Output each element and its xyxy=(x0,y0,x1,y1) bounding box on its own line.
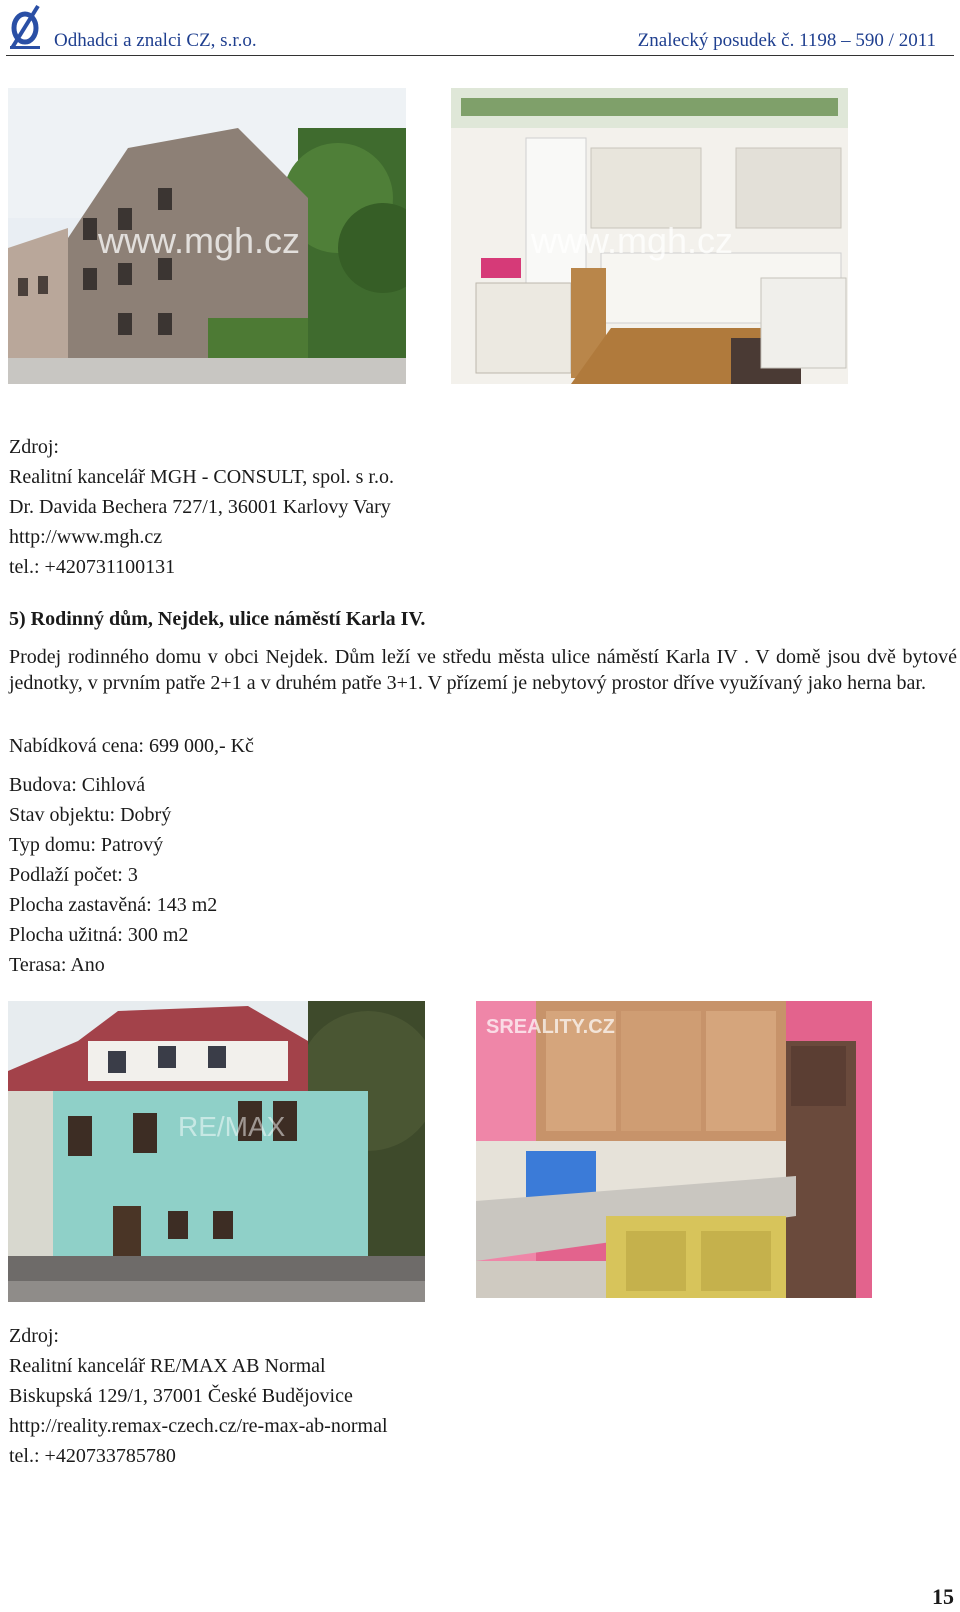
svg-text:RE/MAX: RE/MAX xyxy=(178,1111,286,1142)
svg-text:SREALITY.CZ: SREALITY.CZ xyxy=(486,1016,615,1038)
source-address: Dr. Davida Bechera 727/1, 36001 Karlovy Vary xyxy=(9,496,391,518)
svg-text:www.mgh.cz: www.mgh.cz xyxy=(98,220,301,261)
attribute-condition: Stav objektu: Dobrý xyxy=(9,804,172,826)
attribute-floors: Podlaží počet: 3 xyxy=(9,864,138,886)
attribute-building: Budova: Cihlová xyxy=(9,774,146,796)
source-address-2: Biskupská 129/1, 37001 České Budějovice xyxy=(9,1385,353,1407)
house-facade-photo xyxy=(8,1001,425,1302)
source-website-link[interactable]: http://www.mgh.cz xyxy=(9,526,163,548)
kitchen-photo xyxy=(451,88,848,384)
source-phone-2: tel.: +420733785780 xyxy=(9,1445,176,1467)
attribute-usable-area: Plocha užitná: 300 m2 xyxy=(9,924,189,946)
source-website-link-2[interactable]: http://reality.remax-czech.cz/re-max-ab-normal xyxy=(9,1415,388,1437)
header-company-name: Odhadci a znalci CZ, s.r.o. xyxy=(54,30,257,51)
listing-price: Nabídková cena: 699 000,- Kč xyxy=(9,735,254,757)
source-label-2: Zdroj: xyxy=(9,1325,59,1347)
building-photo xyxy=(8,88,406,384)
source-phone: tel.: +420731100131 xyxy=(9,556,176,578)
attribute-terrace: Terasa: Ano xyxy=(9,954,105,976)
company-logo-icon xyxy=(8,2,42,50)
header-divider xyxy=(6,55,954,56)
svg-text:www.mgh.cz: www.mgh.cz xyxy=(531,220,734,261)
header-document-title: Znalecký posudek č. 1198 – 590 / 2011 xyxy=(637,30,936,51)
listing-heading: 5) Rodinný dům, Nejdek, ulice náměstí Karla IV. xyxy=(9,608,426,630)
attribute-built-area: Plocha zastavěná: 143 m2 xyxy=(9,894,218,916)
kitchen-interior-photo xyxy=(476,1001,872,1298)
page-number: 15 xyxy=(932,1584,954,1609)
source-label: Zdroj: xyxy=(9,436,59,458)
source-agency-name: Realitní kancelář MGH - CONSULT, spol. s r.o. xyxy=(9,466,394,488)
listing-description: Prodej rodinného domu v obci Nejdek. Dům leží ve středu města ulice náměstí Karla IV . V domě jsou dvě bytové jednotky, v prvním patře 2+1 a v druhém patře 3+1. V přízemí je nebytový prostor dříve využívaný jako herna bar. xyxy=(9,646,957,694)
attribute-house-type: Typ domu: Patrový xyxy=(9,834,164,856)
source-agency-name-2: Realitní kancelář RE/MAX AB Normal xyxy=(9,1355,326,1377)
